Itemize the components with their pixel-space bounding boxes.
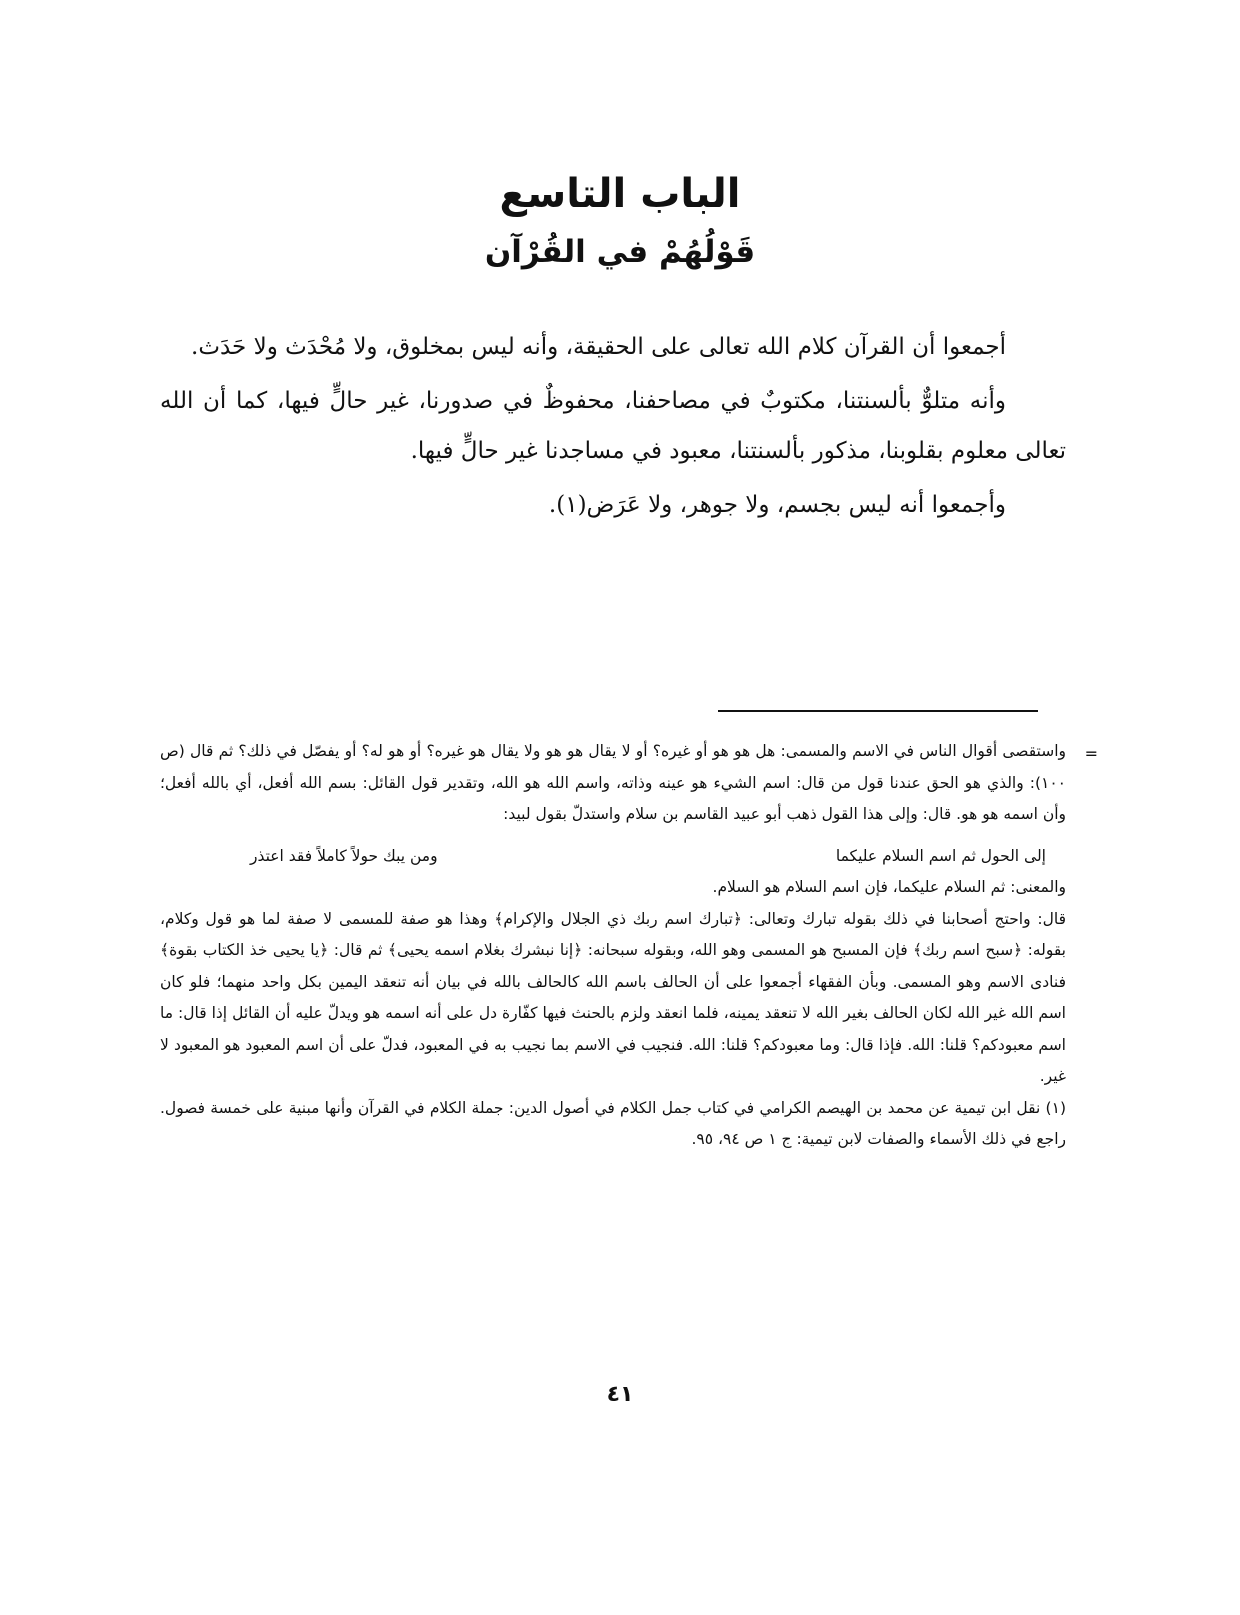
chapter-subtitle: قَوْلُهُمْ في القُرْآن: [484, 234, 756, 270]
poetry-verse: [160, 841, 1066, 873]
footnotes-section: [160, 736, 1098, 1156]
paragraph-recited-written: وأنه متلوٌّ بألسنتنا، مكتوبٌ في مصاحفنا، محفوظٌ في صدورنا، غير حالٍّ فيها، كما أن الله تعالى معلوم بقلوبنا، مذكور بألسنتنا، معبود في مساجدنا غير حالٍّ فيها.: [160, 388, 1066, 464]
chapter-title: الباب التاسع: [499, 171, 741, 217]
footnote-one: (١) نقل ابن تيمية عن محمد بن الهيصم الكرامي في كتاب جمل الكلام في أصول الدين: جملة الكلام في القرآن وأنها مبنية على خمسة فصول. راجع في ذلك الأسماء والصفات لابن تيمية: ج ١ ص ٩٤، ٩٥.: [160, 1098, 1066, 1148]
paragraph-quran-speech: أجمعوا أن القرآن كلام الله تعالى على الحقيقة، وأنه ليس بمخلوق، ولا مُحْدَث ولا حَدَث.: [191, 334, 1006, 360]
verse-second-hemistich: ومن يبك حولاً كاملاً فقد اعتذر: [250, 846, 438, 865]
footnote-divider: [718, 710, 1038, 712]
verse-explanation: والمعنى: ثم السلام عليكما، فإن اسم السلام هو السلام.: [712, 878, 1066, 896]
main-body: [160, 322, 1066, 534]
paragraph-not-body: وأجمعوا أنه ليس بجسم، ولا جوهر، ولا عَرَض(١).: [548, 492, 1006, 518]
footnote-continued-text: واستقصى أقوال الناس في الاسم والمسمى: هل هو هو أو غيره؟ أو لا يقال هو هو ولا يقال هو غيره؟ أو هو له؟ أو يفصّل في ذلك؟ ثم قال (ص ١٠٠): والذي هو الحق عندنا قول من قال: اسم الشيء هو عينه وذاته، واسم الله هو الله، وتقدير قول القائل: بسم الله أفعل، أي بالله أفعل؛ وأن اسمه هو هو. قال: وإلى هذا القول ذهب أبو عبيد القاسم بن سلام واستدلّ بقول لبيد:: [160, 742, 1066, 823]
page-number: ٤١: [606, 1382, 634, 1407]
footnote-argument-text: قال: واحتج أصحابنا في ذلك بقوله تبارك وتعالى: ﴿تبارك اسم ربك ذي الجلال والإكرام﴾ وهذا هو صفة للمسمى لا صفة لما هو قول وكلام، بقوله: ﴿سبح اسم ربك﴾ فإن المسبح هو المسمى وهو الله، وبقوله سبحانه: ﴿إنا نبشرك بغلام اسمه يحيى﴾ ثم قال: ﴿يا يحيى خذ الكتاب بقوة﴾ فنادى الاسم وهو المسمى. وبأن الفقهاء أجمعوا على أن الحالف باسم الله كالحالف بالله في بيان أنه تنعقد اليمين بكل واحد منهما؛ فلو كان اسم الله غير الله لكان الحالف بغير الله لا تنعقد يمينه، فلما انعقد ولزم بالحنث فيها كفّارة دل على أنه اسمه هو ويدلّ عليه أن القائل إذا قال: ما اسم معبودكم؟ قلنا: الله. فإذا قال: وما معبودكم؟ قلنا: الله. فنجيب في الاسم بما نجيب به في المعبود، فدلّ على أن اسم المعبود هو المعبود لا غير.: [160, 909, 1066, 1085]
verse-first-hemistich: إلى الحول ثم اسم السلام عليكما: [835, 846, 1046, 865]
continuation-mark: =: [1084, 744, 1098, 763]
